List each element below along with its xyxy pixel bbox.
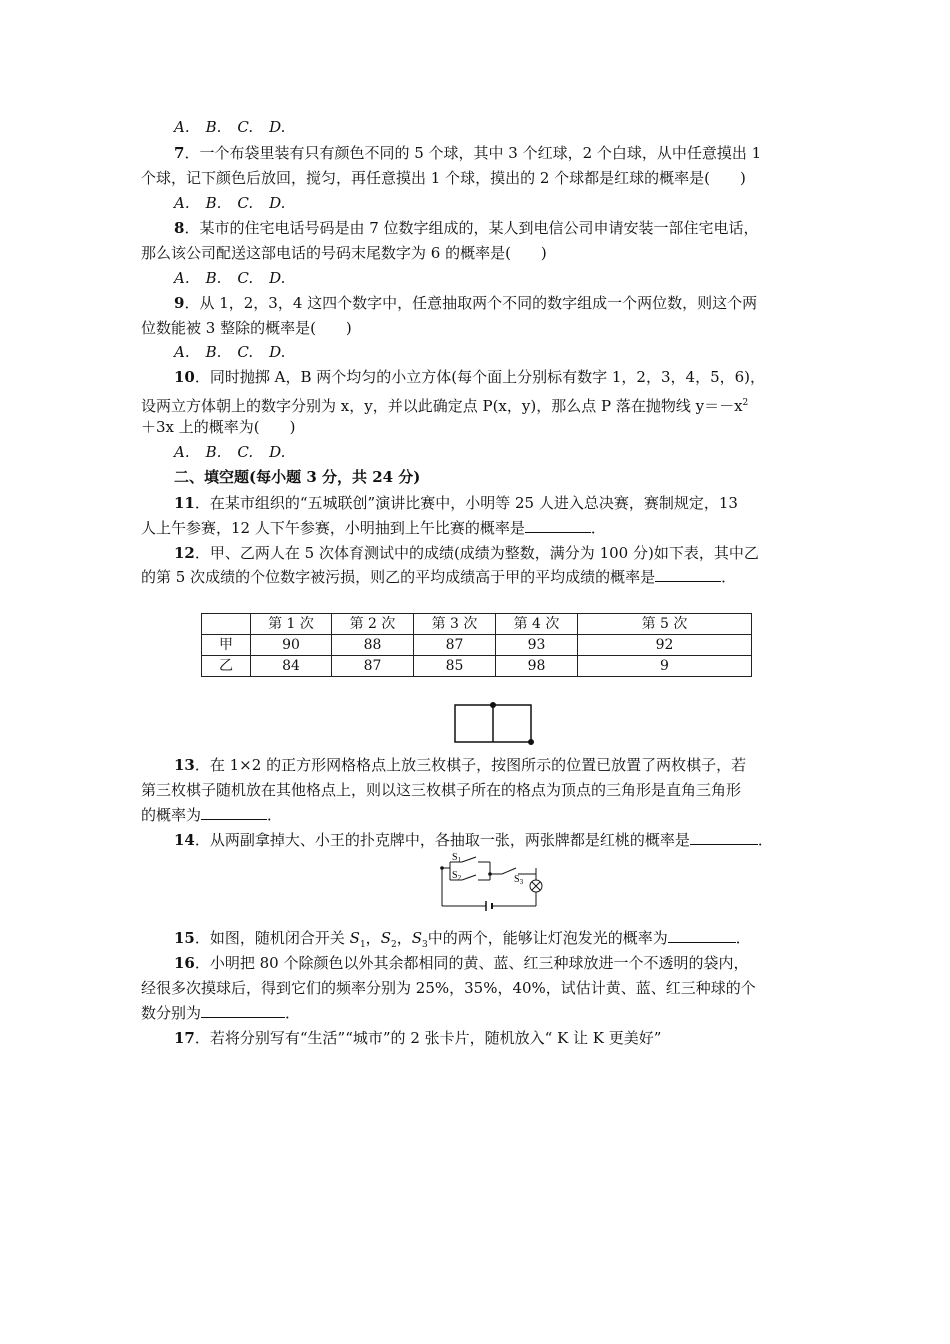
- s3-label: $S_3$: [514, 874, 524, 886]
- switch-s2: [462, 875, 476, 880]
- table-cell: 乙: [202, 656, 251, 677]
- q15-line1: 15．如图，随机闭合开关 $S_1$，$S_2$，$S_3$中的两个，能够让灯泡发光的概率为 ．: [174, 929, 751, 950]
- table-cell: 87: [332, 656, 414, 677]
- q7-line2: 个球，记下颜色后放回，搅匀，再任意摸出 1 个球，摸出的 2 个球都是红球的概率是( ): [141, 169, 746, 187]
- table-cell: 90: [251, 635, 332, 656]
- table-cell: 第 3 次: [414, 614, 496, 635]
- table-cell: 93: [496, 635, 578, 656]
- table-cell: 84: [251, 656, 332, 677]
- q8-line1: 8．某市的住宅电话号码是由 7 位数字组成的，某人到电信公司申请安装一部住宅电话，: [174, 219, 759, 237]
- chess-piece: [528, 739, 534, 745]
- table-cell: 88: [332, 635, 414, 656]
- score-table: [201, 613, 752, 677]
- table-cell: 第 4 次: [496, 614, 578, 635]
- q12-line2: 的第 5 次成绩的个位数字被污损，则乙的平均成绩高于甲的平均成绩的概率是 ．: [141, 568, 737, 586]
- table-cell: [202, 614, 251, 635]
- answer-blank: [668, 928, 736, 943]
- q6-options: A. B. C. D.: [174, 118, 286, 136]
- q7-options: A. B. C. D.: [174, 194, 286, 212]
- answer-blank: [655, 567, 721, 582]
- q14-line1: 14．从两副拿掉大、小王的扑克牌中，各抽取一张，两张牌都是红桃的概率是 ．: [174, 831, 773, 849]
- table-cell: 9: [578, 656, 752, 677]
- q8-line2: 那么该公司配送这部电话的号码末尾数字为 6 的概率是( ): [141, 244, 547, 262]
- q13-line1: 13．在 1×2 的正方形网格格点上放三枚棋子，按图所示的位置已放置了两枚棋子，若: [174, 756, 747, 774]
- q7-line1: 7．一个布袋里装有只有颜色不同的 5 个球，其中 3 个红球，2 个白球，从中任意摸出 1: [174, 144, 762, 162]
- q13-line2: 第三枚棋子随机放在其他格点上，则以这三枚棋子所在的格点为顶点的三角形是直角三角形: [141, 781, 742, 799]
- answer-blank: [525, 518, 591, 533]
- circuit-diagram: [436, 848, 548, 914]
- s2-label: $S_2$: [452, 870, 462, 882]
- q10-line3: ＋3x 上的概率为( ): [141, 418, 296, 436]
- section-heading: 二、填空题(每小题 3 分，共 24 分): [174, 468, 421, 486]
- switch-s1: [462, 857, 476, 862]
- table-cell: 87: [414, 635, 496, 656]
- s1-label: $S_1$: [452, 852, 462, 864]
- table-cell: 85: [414, 656, 496, 677]
- q11-line1: 11．在某市组织的“五城联创”演讲比赛中，小明等 25 人进入总决赛，赛制规定，13: [174, 494, 738, 512]
- q17-line1: 17．若将分别写有“生活”“城市”的 2 张卡片，随机放入“ K 让 K 更美好”: [174, 1029, 662, 1047]
- q12-line1: 12．甲、乙两人在 5 次体育测试中的成绩(成绩为整数，满分为 100 分)如下表，其中乙: [174, 544, 759, 562]
- q16-line1: 16．小明把 80 个除颜色以外其余都相同的黄、蓝、红三种球放进一个不透明的袋内，: [174, 954, 749, 972]
- q16-line2: 经很多次摸球后，得到它们的频率分别为 25%，35%，40%，试估计黄、蓝、红三种球的个: [141, 979, 756, 997]
- table-cell: 第 5 次: [578, 614, 752, 635]
- table-cell: 98: [496, 656, 578, 677]
- answer-blank: [690, 830, 758, 845]
- answer-blank: [201, 805, 267, 820]
- table-row: [202, 635, 752, 656]
- table-header-row: [202, 614, 752, 635]
- q13-line3: 的概率为 ．: [141, 806, 283, 824]
- table-cell: 第 2 次: [332, 614, 414, 635]
- q8-options: A. B. C. D.: [174, 269, 286, 287]
- answer-blank: [201, 1003, 285, 1018]
- table-cell: 第 1 次: [251, 614, 332, 635]
- table-cell: 甲: [202, 635, 251, 656]
- q9-line1: 9．从 1，2，3，4 这四个数字中，任意抽取两个不同的数字组成一个两位数，则这个两: [174, 294, 758, 312]
- q11-line2: 人上午参赛，12 人下午参赛，小明抽到上午比赛的概率是 ．: [141, 519, 606, 537]
- table-cell: 92: [578, 635, 752, 656]
- q16-line3: 数分别为 ．: [141, 1004, 301, 1022]
- q9-options: A. B. C. D.: [174, 343, 286, 361]
- q10-line1: 10．同时抛掷 A，B 两个均匀的小立方体(每个面上分别标有数字 1，2，3，4，5，6)，: [174, 368, 766, 386]
- grid-figure: [450, 700, 536, 748]
- table-row: [202, 656, 752, 677]
- q9-line2: 位数能被 3 整除的概率是( ): [141, 319, 352, 337]
- q10-line2: 设两立方体朝上的数字分别为 x，y，并以此确定点 P(x，y)，那么点 P 落在抛物线 $y=-x^2$: [141, 397, 749, 415]
- chess-piece: [490, 702, 496, 708]
- q10-options: A. B. C. D.: [174, 443, 286, 461]
